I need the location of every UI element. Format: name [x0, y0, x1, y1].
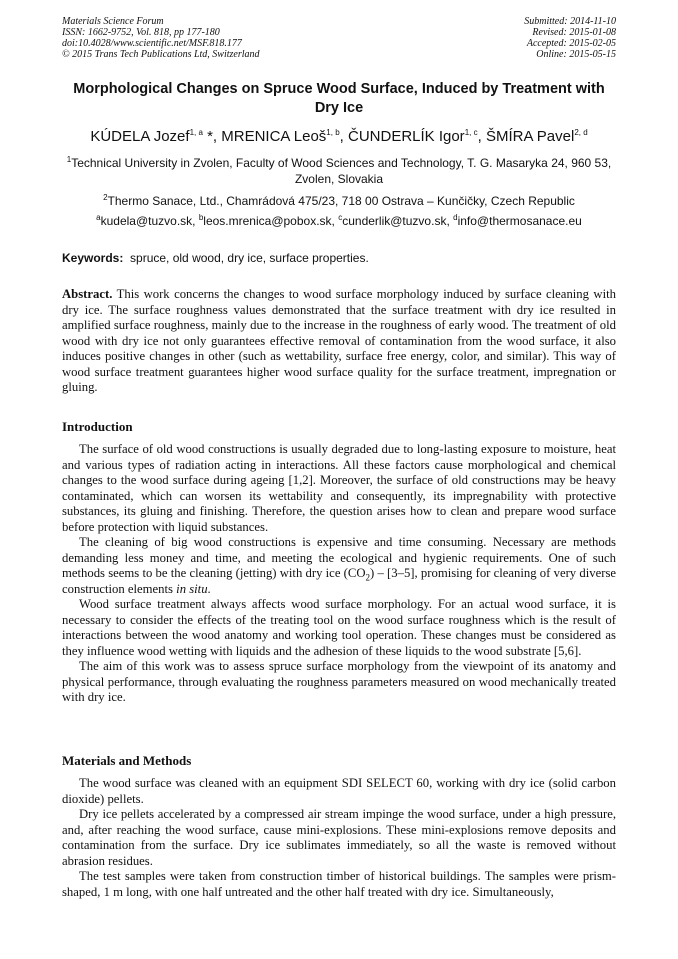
abstract [62, 287, 616, 396]
accepted-date: Accepted: 2015-02-05 [526, 38, 616, 49]
email-address: kudela@tuzvo.sk [100, 214, 193, 228]
author-affiliation-mark: 1, a [189, 128, 203, 137]
author-affiliation-mark: 1, c [464, 128, 478, 137]
intro-p2-text-b: ) – [3–5], promising for cleaning of very diverse construction elements [62, 566, 617, 596]
affiliation-mark: 1 [66, 155, 72, 164]
journal-info [62, 16, 260, 60]
materials-methods-heading: Materials and Methods [62, 753, 192, 768]
doi-line: doi:10.4028/www.scientific.net/MSF.818.177 [62, 38, 242, 49]
email-address: info@thermosanace.eu [457, 214, 582, 228]
issn-line: ISSN: 1662-9752, Vol. 818, pp 177-180 [62, 27, 220, 38]
author-name: MRENICA Leoš [221, 128, 327, 145]
affiliation-mark: 2 [103, 193, 108, 202]
author-name: KÚDELA Jozef [90, 128, 190, 145]
email-mark: a [96, 213, 101, 222]
author-separator: , [339, 128, 348, 145]
intro-p2-text-c: . [207, 581, 211, 596]
mm-paragraph-3: The test samples were taken from construction timber of historical buildings. The samples were prism-shaped, 1 m long, with one half untreated and the other half treated with dry ice. Simultaneously, [62, 869, 616, 899]
intro-p2-text-a: The cleaning of big wood constructions is expensive and time consuming. Necessary are methods demanding less money and time, and meeting the ecological and hygienic requirements. One of such methods seems to be the cleaning (jetting) with dry ice (CO [62, 535, 616, 580]
author-affiliation-mark: 1, b [326, 128, 340, 137]
keywords [62, 250, 616, 266]
author-list [62, 128, 616, 146]
keywords-label: Keywords: [62, 251, 124, 265]
intro-paragraph-3: Wood surface treatment always affects wood surface morphology. For an actual wood surface, it is necessary to consider the effects of the treating tool on the wood surface roughness which is the result of interactions between the wood anatomy and working tool operation. These changes must be considered as they influence wood wetting with liquids and the adhesion of these liquids to the wood substrate [5,6]. [62, 597, 616, 658]
materials-methods-section [62, 776, 616, 900]
in-situ-italic: in situ [176, 581, 208, 596]
submission-dates [524, 16, 616, 60]
mm-paragraph-2: Dry ice pellets accelerated by a compressed air stream impinge the wood surface, under a high pressure, and, after reaching the wood surface, cause mini-explosions. These mini-explosions remove deposits and contamination from the surface. Dry ice sublimates immediately, so all the waste is removed without abrasion residues. [62, 807, 616, 868]
abstract-text: This work concerns the changes to wood surface morphology induced by surface cleaning with dry ice. The surface roughness values demonstrated that the surface treatment with dry ice resulted in amplified surface roughness, mainly due to the increase in the roughness of early wood. The treatment of old wood with dry ice not only guarantees effective removal of contamination from the wood surface, it also induces positive changes in other (such as wettability, surface free energy, color, and similar). This way of wood surface treatment guarantees higher wood surface quality for the surface treatment, impregnation or gluing. [62, 287, 616, 394]
abstract-label: Abstract. [62, 287, 113, 301]
intro-paragraph-2 [62, 535, 616, 597]
keywords-text: spruce, old wood, dry ice, surface properties. [130, 251, 369, 265]
affiliation-text: Technical University in Zvolen, Faculty of Wood Sciences and Technology, T. G. Masaryka 24, 960 53, Zvolen, Slovakia [71, 156, 612, 186]
author-separator: *, [202, 128, 222, 145]
submitted-date: Submitted: 2014-11-10 [524, 16, 616, 27]
email-mark: c [338, 213, 343, 222]
intro-paragraph-1: The surface of old wood constructions is usually degraded due to long-lasting exposure to moisture, heat and various types of radiation acting in interactions. All these factors cause morphological and chemical changes to the wood surface during ageing [1,2]. Moreover, the surface of old constructions may be heavy contaminated, which can worsen its wettability and consequently, its impregnability with protective substances, its gluing and finishing. Therefore, the question arises how to clean and prepare wood surface before protection with liquid substances. [62, 442, 616, 534]
online-date: Online: 2015-05-15 [536, 49, 616, 60]
author-name: ČUNDERLÍK Igor [347, 128, 465, 145]
mm-paragraph-1: The wood surface was cleaned with an equipment SDI SELECT 60, working with dry ice (solid carbon dioxide) pellets. [62, 776, 616, 806]
email-separator: , [331, 214, 339, 228]
introduction-heading: Introduction [62, 419, 133, 434]
email-separator: , [446, 214, 454, 228]
email-mark: b [198, 213, 204, 222]
email-address: leos.mrenica@pobox.sk [203, 214, 332, 228]
journal-name: Materials Science Forum [62, 16, 164, 27]
revised-date: Revised: 2015-01-08 [532, 27, 616, 38]
author-separator: , [477, 128, 486, 145]
co2-subscript: 2 [365, 572, 371, 583]
intro-paragraph-4: The aim of this work was to assess spruce surface morphology from the viewpoint of its anatomy and physical performance, through evaluating the roughness parameters measured on wood mechanically treated with dry ice. [62, 659, 616, 704]
author-affiliation-mark: 2, d [574, 128, 588, 137]
introduction-section [62, 442, 616, 706]
email-separator: , [192, 214, 199, 228]
affiliation-2 [62, 193, 616, 209]
email-list [62, 213, 616, 229]
author-name: ŠMÍRA Pavel [485, 128, 575, 145]
email-address: cunderlik@tuzvo.sk [342, 214, 447, 228]
copyright-line: © 2015 Trans Tech Publications Ltd, Switzerland [62, 49, 260, 60]
email-mark: d [453, 213, 458, 222]
paper-title: Morphological Changes on Spruce Wood Surface, Induced by Treatment with Dry Ice [73, 81, 605, 116]
affiliation-text: Thermo Sanace, Ltd., Chamrádová 475/23, 718 00 Ostrava – Kunčičky, Czech Republic [107, 194, 575, 208]
affiliation-1 [62, 155, 616, 187]
